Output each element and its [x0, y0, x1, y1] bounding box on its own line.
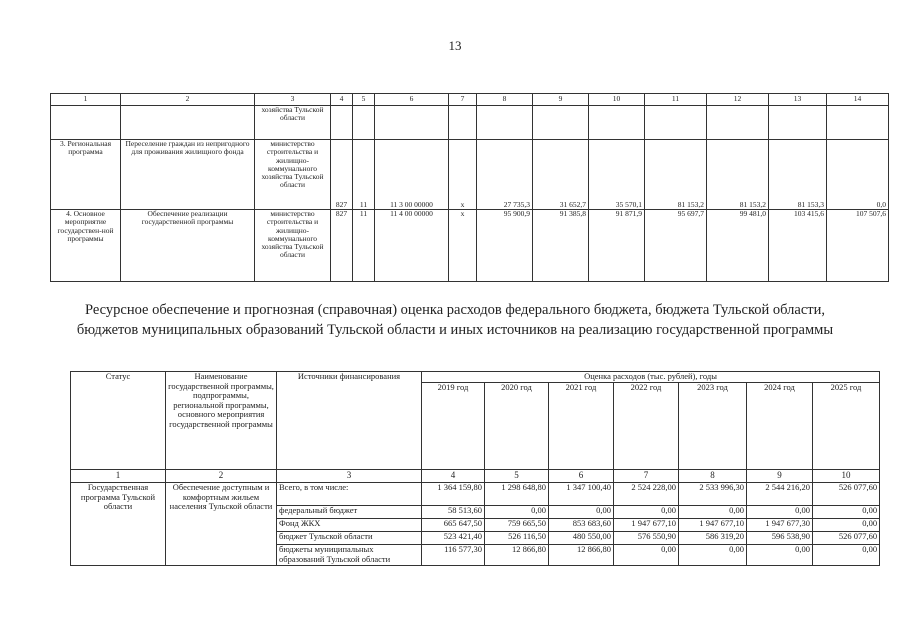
value-cell: 0,00	[747, 506, 813, 519]
header-year: 2022 год	[614, 383, 679, 470]
value-cell: 2 544 216,20	[747, 483, 813, 506]
col-number: 11	[645, 94, 707, 106]
value-cell: 91 871,9	[589, 210, 645, 282]
col-number: 10	[813, 470, 880, 483]
header-row	[71, 372, 880, 383]
table-row	[71, 483, 880, 506]
value-cell: 12 866,80	[549, 545, 614, 566]
value-cell: 99 481,0	[707, 210, 769, 282]
value-cell: 759 665,50	[485, 519, 549, 532]
value-cell: 81 153,3	[769, 140, 827, 210]
header-status: Статус	[71, 372, 166, 470]
value-cell: 526 077,60	[813, 483, 880, 506]
value-cell: 1 364 159,80	[422, 483, 485, 506]
value-cell: 81 153,2	[707, 140, 769, 210]
value-cell: 526 116,50	[485, 532, 549, 545]
value-cell: 0,00	[747, 545, 813, 566]
col-number: 7	[449, 94, 477, 106]
col-number: 12	[707, 94, 769, 106]
value-cell: 1 947 677,30	[747, 519, 813, 532]
col-number: 5	[353, 94, 375, 106]
value-cell: 58 513,60	[422, 506, 485, 519]
header-year: 2025 год	[813, 383, 880, 470]
resource-estimate-table	[70, 371, 880, 566]
executor-cell: министерство строительства и жилищно-коммунального хозяйства Тульской области	[255, 140, 331, 210]
value-cell: 523 421,40	[422, 532, 485, 545]
csr-cell: 11 3 00 00000	[375, 140, 449, 210]
source-cell: бюджеты муниципальных образований Тульской области	[277, 545, 422, 566]
value-cell: 95 697,7	[645, 210, 707, 282]
value-cell: 0,00	[485, 506, 549, 519]
value-cell: 596 538,90	[747, 532, 813, 545]
value-cell: 116 577,30	[422, 545, 485, 566]
header-year: 2020 год	[485, 383, 549, 470]
page-number: 13	[448, 38, 462, 53]
value-cell: 586 319,20	[679, 532, 747, 545]
col-number: 6	[375, 94, 449, 106]
header-name: Наименование государственной программы, подпрограммы, региональной программы, основного мероприятия государственной программы	[166, 372, 277, 470]
csr-cell: 11 4 00 00000	[375, 210, 449, 282]
value-cell: 0,00	[614, 506, 679, 519]
col-number: 5	[485, 470, 549, 483]
value-cell: 1 298 648,80	[485, 483, 549, 506]
value-cell: 2 524 228,00	[614, 483, 679, 506]
value-cell: 27 735,3	[477, 140, 533, 210]
value-cell: 81 153,2	[645, 140, 707, 210]
header-year: 2023 год	[679, 383, 747, 470]
value-cell: 0,00	[679, 506, 747, 519]
value-cell: 0,00	[813, 519, 880, 532]
source-cell: Всего, в том числе:	[277, 483, 422, 506]
col-number: 13	[769, 94, 827, 106]
value-cell: 480 550,00	[549, 532, 614, 545]
col-number: 4	[331, 94, 353, 106]
col-number: 3	[255, 94, 331, 106]
program-structure-table	[50, 93, 889, 282]
value-cell: 31 652,7	[533, 140, 589, 210]
value-cell: 0,00	[614, 545, 679, 566]
value-cell: 0,00	[813, 506, 880, 519]
section-title: Ресурсное обеспечение и прогнозная (справочная) оценка расходов федерального бюджета, бюджета Тульской области, бюджетов муниципальных образований Тульской области и иных источников на реализацию государственной программы	[76, 302, 834, 338]
rz-cell: 11	[353, 140, 375, 210]
value-cell: 665 647,50	[422, 519, 485, 532]
program-name-cell: Обеспечение доступным и комфортным жильем населения Тульской области	[166, 483, 277, 566]
value-cell: 91 385,8	[533, 210, 589, 282]
value-cell: 0,00	[813, 545, 880, 566]
header-estimate: Оценка расходов (тыс. рублей), годы	[422, 372, 880, 383]
executor-cell: министерство строительства и жилищно-коммунального хозяйства Тульской области	[255, 210, 331, 282]
column-number-row	[51, 94, 889, 106]
column-number-row	[71, 470, 880, 483]
header-year: 2024 год	[747, 383, 813, 470]
value-cell: 2 533 996,30	[679, 483, 747, 506]
col-number: 6	[549, 470, 614, 483]
value-cell: 107 507,6	[827, 210, 889, 282]
value-cell: 1 947 677,10	[614, 519, 679, 532]
status-cell: 4. Основное мероприятие государствен-ной программы	[51, 210, 121, 282]
value-cell: 576 550,90	[614, 532, 679, 545]
header-year: 2019 год	[422, 383, 485, 470]
grbs-cell: 827	[331, 210, 353, 282]
col-number: 4	[422, 470, 485, 483]
value-cell: 853 683,60	[549, 519, 614, 532]
name-cell: Обеспечение реализации государственной программы	[121, 210, 255, 282]
grbs-cell: 827	[331, 140, 353, 210]
header-sources: Источники финансирования	[277, 372, 422, 470]
table-row	[51, 210, 889, 282]
source-cell: федеральный бюджет	[277, 506, 422, 519]
col-number: 3	[277, 470, 422, 483]
header-year: 2021 год	[549, 383, 614, 470]
col-number: 2	[166, 470, 277, 483]
value-cell: 0,0	[827, 140, 889, 210]
col-number: 10	[589, 94, 645, 106]
value-cell: 103 415,6	[769, 210, 827, 282]
source-cell: Фонд ЖКХ	[277, 519, 422, 532]
program-status-cell: Государственная программа Тульской области	[71, 483, 166, 566]
value-cell: 35 570,1	[589, 140, 645, 210]
executor-cell: хозяйства Тульской области	[255, 106, 331, 140]
table-row	[51, 140, 889, 210]
vr-cell: х	[449, 210, 477, 282]
col-number: 14	[827, 94, 889, 106]
value-cell: 0,00	[679, 545, 747, 566]
col-number: 1	[51, 94, 121, 106]
vr-cell: х	[449, 140, 477, 210]
col-number: 1	[71, 470, 166, 483]
value-cell: 526 077,60	[813, 532, 880, 545]
value-cell: 12 866,80	[485, 545, 549, 566]
col-number: 8	[679, 470, 747, 483]
col-number: 9	[747, 470, 813, 483]
col-number: 9	[533, 94, 589, 106]
name-cell: Переселение граждан из непригодного для проживания жилищного фонда	[121, 140, 255, 210]
value-cell: 95 900,9	[477, 210, 533, 282]
value-cell: 1 947 677,10	[679, 519, 747, 532]
col-number: 7	[614, 470, 679, 483]
value-cell: 1 347 100,40	[549, 483, 614, 506]
table-row	[51, 106, 889, 140]
rz-cell: 11	[353, 210, 375, 282]
col-number: 2	[121, 94, 255, 106]
status-cell: 3. Региональная программа	[51, 140, 121, 210]
source-cell: бюджет Тульской области	[277, 532, 422, 545]
value-cell: 0,00	[549, 506, 614, 519]
col-number: 8	[477, 94, 533, 106]
